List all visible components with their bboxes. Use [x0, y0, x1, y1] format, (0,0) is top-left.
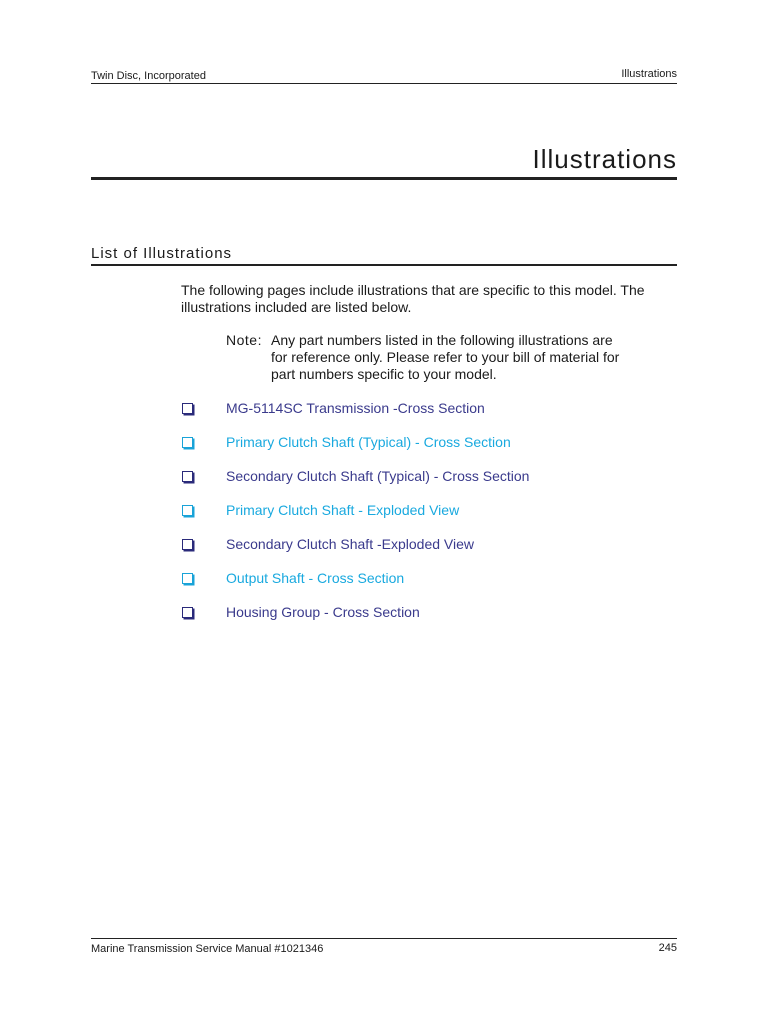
intro-paragraph: The following pages include illustrations that are specific to this model. The illustrations included are listed below.	[181, 282, 645, 315]
note-line: part numbers specific to your model.	[271, 366, 497, 382]
page-footer	[91, 938, 677, 957]
section-divider	[91, 264, 677, 266]
illustration-link[interactable]: Secondary Clutch Shaft -Exploded View	[226, 536, 474, 552]
list-item	[181, 536, 681, 570]
note-body	[271, 332, 671, 383]
note-line: Any part numbers listed in the following illustrations are	[271, 332, 613, 348]
header-section: Illustrations	[621, 68, 677, 80]
list-item	[181, 604, 681, 638]
illustration-link[interactable]: Primary Clutch Shaft (Typical) - Cross Section	[226, 434, 511, 450]
checkbox-bullet-icon	[182, 607, 193, 618]
title-divider	[91, 177, 677, 180]
illustration-link[interactable]: MG-5114SC Transmission -Cross Section	[226, 400, 485, 416]
header-company: Twin Disc, Incorporated	[91, 70, 206, 82]
note-line: for reference only. Please refer to your bill of material for	[271, 349, 620, 365]
section-heading: List of Illustrations	[91, 245, 233, 262]
page-title: Illustrations	[532, 144, 677, 174]
page-number: 245	[658, 942, 677, 954]
list-item	[181, 570, 681, 604]
checkbox-bullet-icon	[182, 437, 193, 448]
page-header	[91, 67, 677, 84]
checkbox-bullet-icon	[182, 403, 193, 414]
checkbox-bullet-icon	[182, 505, 193, 516]
checkbox-bullet-icon	[182, 471, 193, 482]
note-label: Note:	[226, 332, 262, 348]
illustration-link[interactable]: Primary Clutch Shaft - Exploded View	[226, 502, 460, 518]
list-item	[181, 434, 681, 468]
list-item	[181, 400, 681, 434]
list-item	[181, 502, 681, 536]
checkbox-bullet-icon	[182, 573, 193, 584]
illustration-link[interactable]: Secondary Clutch Shaft (Typical) - Cross Section	[226, 468, 530, 484]
checkbox-bullet-icon	[182, 539, 193, 550]
footer-manual-title: Marine Transmission Service Manual #1021346	[91, 943, 324, 955]
illustration-link[interactable]: Housing Group - Cross Section	[226, 604, 420, 620]
illustration-link[interactable]: Output Shaft - Cross Section	[226, 570, 405, 586]
list-item	[181, 468, 681, 502]
illustration-list	[181, 400, 681, 638]
